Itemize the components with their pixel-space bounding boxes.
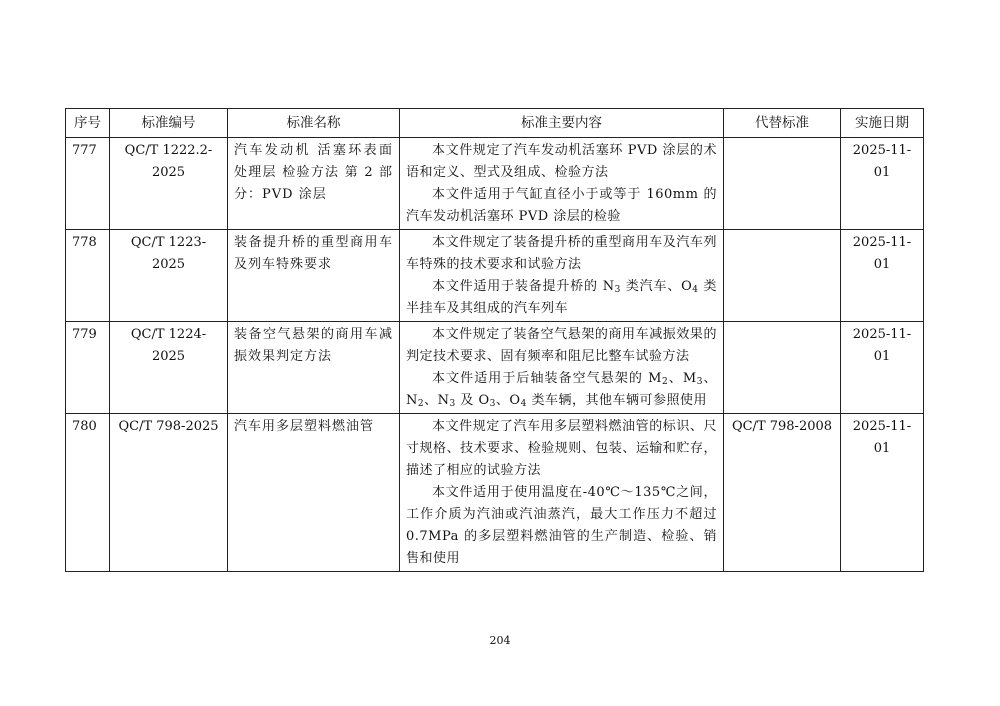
- content-paragraph: 本文件适用于使用温度在-40℃～135℃之间，工作介质为汽油或汽油蒸汽，最大工作压力不超过 0.7MPa 的多层塑料燃油管的生产制造、检验、销售和使用: [406, 485, 717, 566]
- subscript: 3: [614, 285, 621, 295]
- content-paragraph: [406, 368, 717, 412]
- effective-date: 2025-11-01: [841, 414, 924, 572]
- standard-name: 装备提升桥的重型商用车及列车特殊要求: [228, 230, 400, 322]
- replaced-standard: [724, 322, 841, 414]
- subscript: 4: [520, 399, 527, 409]
- header-content: 标准主要内容: [400, 109, 724, 138]
- standard-code: QC/T 1223-2025: [110, 230, 228, 322]
- header-code: 标准编号: [110, 109, 228, 138]
- text-run: 类车辆，其他车辆可参照使用: [526, 393, 707, 408]
- subscript: 4: [692, 285, 699, 295]
- table-row: [66, 138, 924, 230]
- effective-date: 2025-11-01: [841, 230, 924, 322]
- page-number: 204: [489, 634, 511, 647]
- subscript: 2: [417, 399, 425, 409]
- standard-content: [400, 230, 724, 322]
- standard-name: 汽车发动机 活塞环表面处理层 检验方法 第 2 部分：PVD 涂层: [228, 138, 400, 230]
- text-run: 本文件适用于装备提升桥的 N: [432, 279, 615, 294]
- table-row: [66, 414, 924, 572]
- content-paragraph: [406, 276, 717, 320]
- subscript: 3: [696, 377, 703, 387]
- effective-date: 2025-11-01: [841, 322, 924, 414]
- row-number: 780: [66, 414, 110, 572]
- subscript: 3: [489, 399, 496, 409]
- replaced-standard: QC/T 798-2008: [724, 414, 841, 572]
- header-no: 序号: [66, 109, 110, 138]
- subscript: 3: [449, 399, 456, 409]
- content-paragraph: 本文件规定了装备空气悬架的商用车减振效果的判定技术要求、固有频率和阻尼比整车试验方法: [406, 327, 717, 364]
- header-replaces: 代替标准: [724, 109, 841, 138]
- header-date: 实施日期: [841, 109, 924, 138]
- subscript: 2: [662, 377, 669, 387]
- text-run: 本文件适用于后轴装备空气悬架的 M: [432, 371, 662, 386]
- standard-name: 汽车用多层塑料燃油管: [228, 414, 400, 572]
- content-paragraph: 本文件适用于气缸直径小于或等于 160mm 的汽车发动机活塞环 PVD 涂层的检验: [406, 187, 717, 224]
- content-paragraph: 本文件规定了汽车用多层塑料燃油管的标识、尺寸规格、技术要求、检验规则、包装、运输和贮存，描述了相应的试验方法: [406, 419, 717, 478]
- replaced-standard: [724, 230, 841, 322]
- standard-content: [400, 322, 724, 414]
- table-row: [66, 230, 924, 322]
- text-run: 及 O: [455, 393, 490, 408]
- text-run: 、O: [495, 393, 521, 408]
- standard-code: QC/T 1224-2025: [110, 322, 228, 414]
- standard-code: QC/T 798-2025: [110, 414, 228, 572]
- text-run: 类半挂车及其组成的汽车列车: [406, 279, 717, 316]
- header-name: 标准名称: [228, 109, 400, 138]
- row-number: 778: [66, 230, 110, 322]
- text-run: 、N: [406, 371, 717, 408]
- content-paragraph: 本文件规定了装备提升桥的重型商用车及汽车列车特殊的技术要求和试验方法: [406, 235, 717, 272]
- text-run: 、M: [668, 371, 697, 386]
- content-paragraph: 本文件规定了汽车发动机活塞环 PVD 涂层的术语和定义、型式及组成、检验方法: [406, 143, 717, 180]
- standard-content: [400, 414, 724, 572]
- header-row: [66, 109, 924, 138]
- standard-content: [400, 138, 724, 230]
- text-run: 类汽车、O: [620, 279, 693, 294]
- table-row: [66, 322, 924, 414]
- standard-code: QC/T 1222.2-2025: [110, 138, 228, 230]
- replaced-standard: [724, 138, 841, 230]
- row-number: 777: [66, 138, 110, 230]
- standards-table: [65, 108, 924, 572]
- row-number: 779: [66, 322, 110, 414]
- text-run: 、N: [424, 393, 450, 408]
- effective-date: 2025-11-01: [841, 138, 924, 230]
- standard-name: 装备空气悬架的商用车减振效果判定方法: [228, 322, 400, 414]
